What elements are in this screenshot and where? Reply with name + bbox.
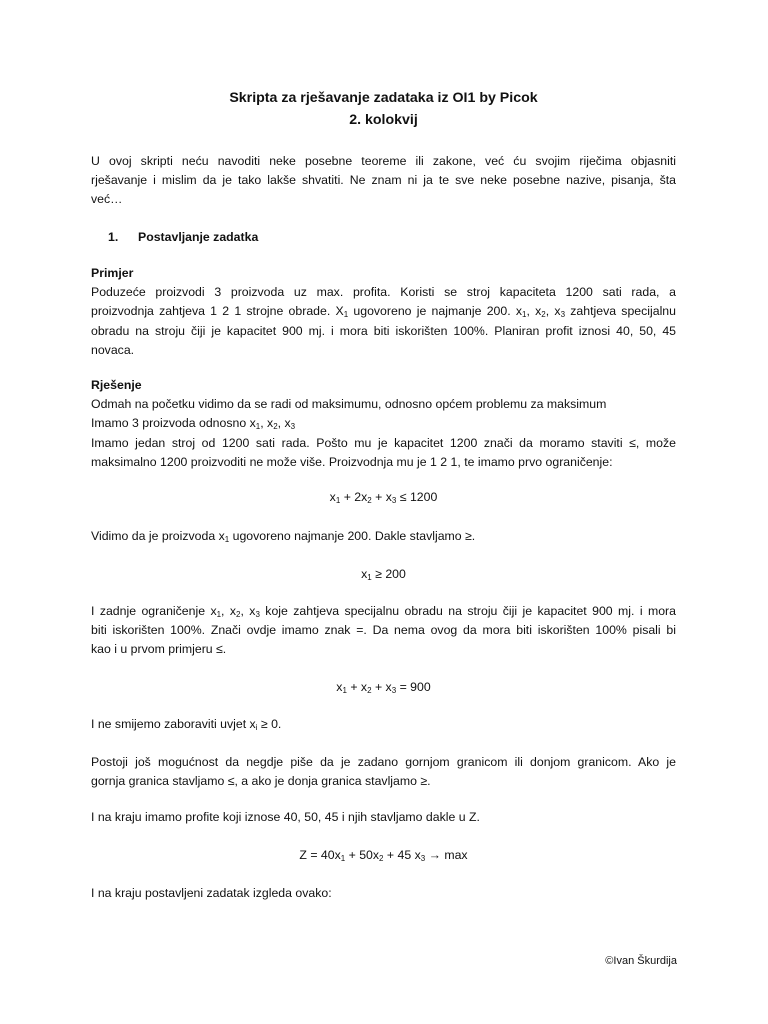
example-block	[91, 264, 676, 360]
section-number: 1.	[108, 230, 119, 244]
example-line: proizvodnja zahtjeva 1 2 1 strojne obrade. $X_1$ ugovoreno je najmanje 200. $x_1$, $x_2$, $x_3$ zahtjeva specijalnu	[91, 304, 676, 320]
paragraph-profit: I na kraju imamo profite koji iznose 40, 50, 45 i njih stavljamo dakle u Z.	[91, 810, 480, 824]
example-line: Poduzeće proizvodi 3 proizvoda uz max. profita. Koristi se stroj kapaciteta 1200 sati rada, a	[91, 285, 676, 300]
intro-paragraph	[91, 152, 676, 210]
section-heading	[108, 228, 258, 247]
equation-constraint-1: $x_1 + 2x_2 + x_3 \le 1200$	[329, 490, 438, 505]
paragraph-x1: Vidimo da je proizvoda $x_1$ ugovoreno najmanje 200. Dakle stavljamo ≥.	[91, 529, 476, 544]
intro-line: U ovoj skripti neću navoditi neke posebne teoreme ili zakone, već ću svojim riječima objasniti	[91, 154, 676, 168]
equation-constraint-3: $x_1 + x_2 + x_3 = 900$	[336, 680, 431, 695]
section-title: Postavljanje zadatka	[138, 230, 259, 244]
paragraph-nonnegativity: I ne smijemo zaboraviti uvjet $x_i \ge 0$.	[91, 717, 282, 732]
document-title: Skripta za rješavanje zadataka iz OI1 by Picok	[229, 90, 538, 106]
document-subtitle: 2. kolokvij	[349, 112, 418, 128]
paragraph-third-constraint: I zadnje ograničenje $x_1$, $x_2$, $x_3$ koje zahtjeva specijalnu obradu na stroju čiji je kapacitet 900 mj. i mora biti iskorišten 100%. Znači ovdje imamo znak =. Da nema ovog da mora biti iskorišten 100% pisali bi kao i u prvom primjeru ≤.	[91, 604, 676, 657]
solution-heading: Rješenje	[91, 378, 142, 392]
intro-line: rješavanje i mislim da je tako lakše shvatiti. Ne znam ni ja te sve neke posebne nazive, pisanja, šta	[91, 173, 676, 188]
example-line: obradu na stroju čiji je kapacitet 900 mj. i mora biti iskorišten 100%. Planiran profit iznosi 40, 50, 45	[91, 323, 676, 338]
equation-constraint-2: $x_1 \ge 200$	[361, 567, 406, 582]
solution-line: maksimalno 1200 proizvoditi ne može više. Proizvodnja mu je 1 2 1, te imamo prvo ograničenje:	[91, 454, 613, 469]
solution-line: Odmah na početku vidimo da se radi od maksimumu, odnosno općem problemu za maksimum	[91, 397, 607, 412]
paragraph-bounds: Postoji još mogućnost da negdje piše da je zadano gornjom granicom ili donjom granicom. Ako je gornja granica stavljamo ≤, a ako je donja granica stavljamo ≥.	[91, 755, 676, 789]
example-heading: Primjer	[91, 266, 134, 280]
copyright-footer: ©Ivan Škurdija	[605, 955, 677, 967]
example-line: novaca.	[91, 342, 135, 357]
intro-line: već…	[91, 192, 123, 207]
solution-line: Imamo 3 proizvoda odnosno $x_1$, $x_2$, $x_3$	[91, 416, 296, 432]
solution-line: Imamo jedan stroj od 1200 sati rada. Pošto mu je kapacitet 1200 znači da moramo staviti ≤, može	[91, 435, 676, 450]
paragraph-final: I na kraju postavljeni zadatak izgleda ovako:	[91, 886, 332, 900]
solution-block	[91, 376, 676, 472]
equation-objective: $Z = 40x_1 + 50x_2 + 45$ $x_3 \to \max$	[299, 848, 468, 863]
